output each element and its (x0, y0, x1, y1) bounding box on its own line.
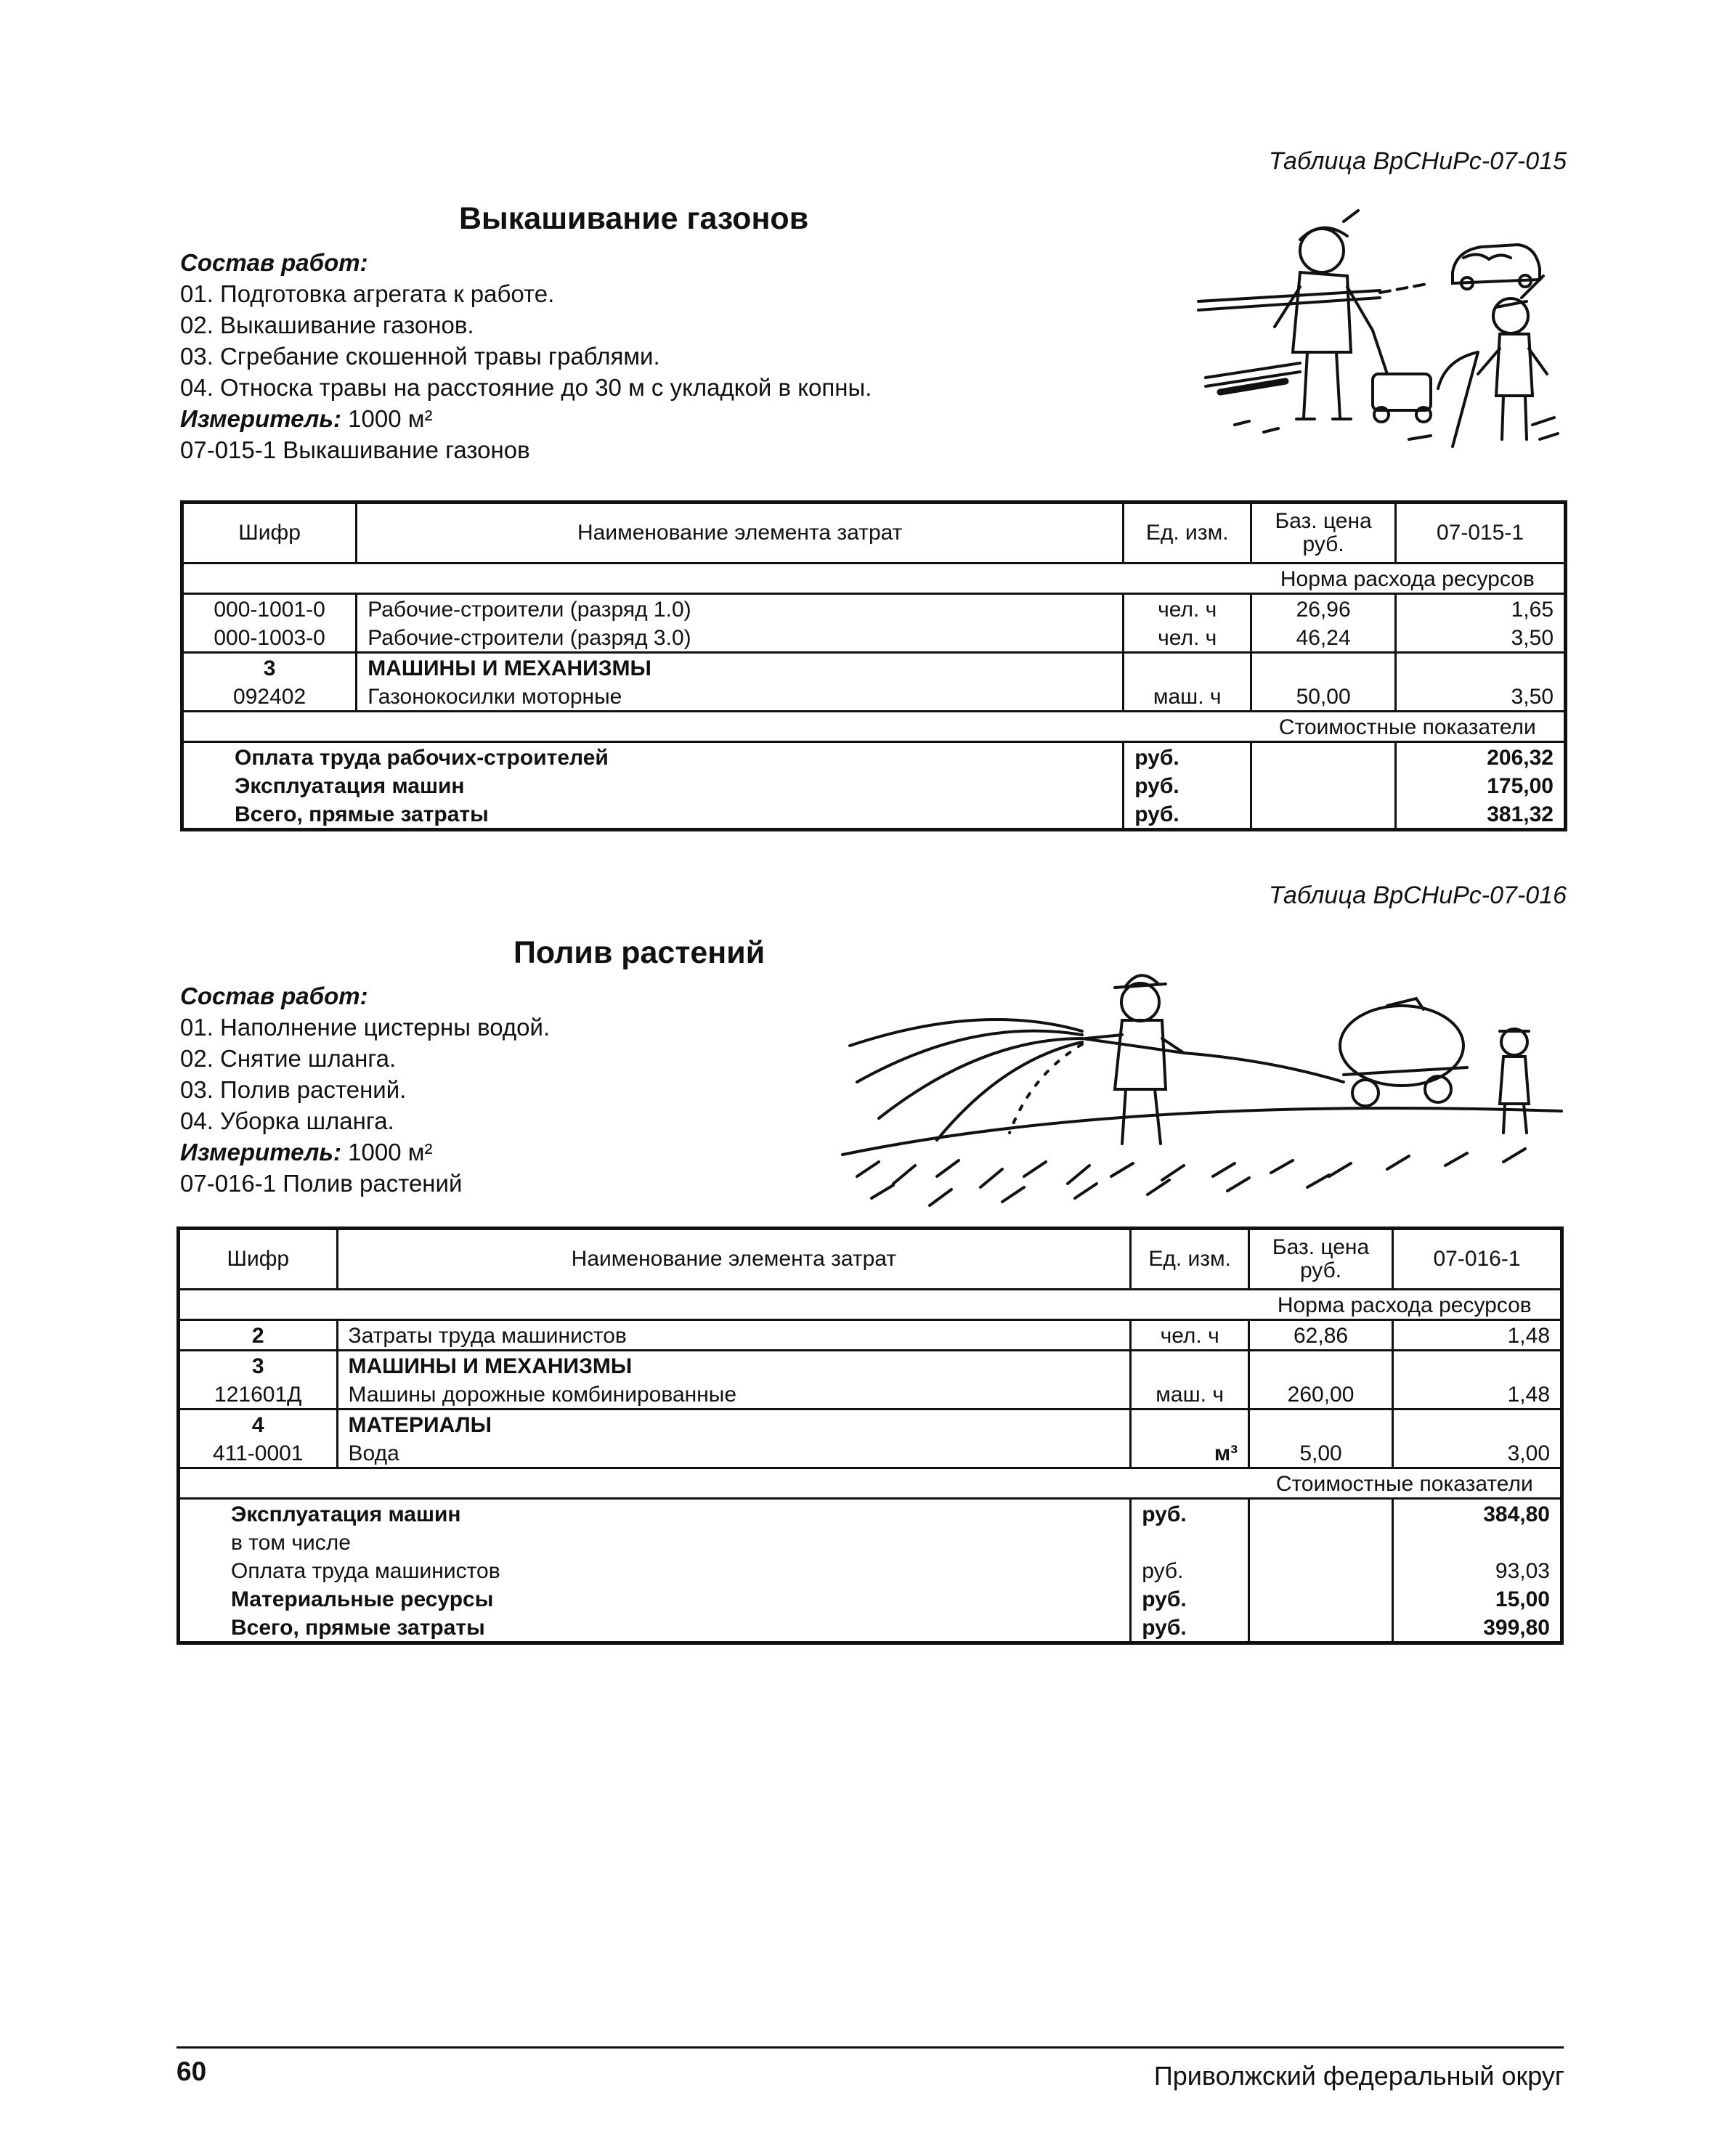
row-code: 092402 (182, 682, 357, 712)
header-norm-code: 07-015-1 (1396, 503, 1566, 564)
row-unit (1124, 653, 1251, 683)
cost-name: в том числе (179, 1528, 1131, 1556)
footer-divider (176, 2046, 1564, 2049)
row-unit: м³ (1131, 1439, 1249, 1468)
row-unit: чел. ч (1131, 1320, 1249, 1351)
table-row (182, 623, 1566, 653)
cost-row (182, 771, 1566, 800)
work-composition-2 (180, 980, 550, 1199)
row-price: 46,24 (1251, 623, 1396, 653)
resource-table-1 (180, 500, 1567, 831)
row-price (1249, 1351, 1393, 1380)
cost-row (179, 1528, 1562, 1556)
row-code: 000-1001-0 (182, 594, 357, 624)
header-code: Шифр (179, 1229, 338, 1290)
table-id-1: Таблица ВрСНиРс-07-015 (1268, 147, 1567, 175)
row-value: 1,65 (1396, 594, 1566, 624)
row-code: 3 (182, 653, 357, 683)
row-price: 5,00 (1249, 1439, 1393, 1468)
cost-name: Всего, прямые затраты (179, 1613, 1131, 1643)
cost-row (179, 1499, 1562, 1529)
composition-label: Состав работ: (180, 249, 368, 276)
cost-value: 15,00 (1393, 1585, 1562, 1613)
cost-label: Стоимостные показатели (1249, 1468, 1562, 1499)
row-name: Вода (337, 1439, 1131, 1468)
work-composition-1 (180, 247, 872, 465)
row-unit: маш. ч (1131, 1380, 1249, 1409)
cost-value: 381,32 (1396, 800, 1566, 830)
header-price: Баз. цена руб. (1249, 1229, 1393, 1290)
cost-value (1393, 1528, 1562, 1556)
header-name: Наименование элемента затрат (357, 503, 1124, 564)
cost-value: 93,03 (1393, 1556, 1562, 1585)
section-title-2: Полив растений (513, 935, 765, 970)
row-code: 121601Д (179, 1380, 338, 1409)
cost-unit: руб. (1124, 742, 1251, 772)
row-value: 3,50 (1396, 623, 1566, 653)
row-value: 1,48 (1393, 1320, 1562, 1351)
norm-label: Норма расхода ресурсов (1249, 1290, 1562, 1320)
table-row (179, 1409, 1562, 1439)
table-row (182, 682, 1566, 712)
cost-value: 206,32 (1396, 742, 1566, 772)
row-value: 1,48 (1393, 1380, 1562, 1409)
row-name: Рабочие-строители (разряд 3.0) (357, 623, 1124, 653)
row-unit: маш. ч (1124, 682, 1251, 712)
watering-illustration (835, 959, 1569, 1220)
cost-name: Материальные ресурсы (179, 1585, 1131, 1613)
row-price: 260,00 (1249, 1380, 1393, 1409)
row-value (1393, 1351, 1562, 1380)
row-name: Газонокосилки моторные (357, 682, 1124, 712)
table-row (182, 594, 1566, 624)
cost-label: Стоимостные показатели (1251, 712, 1566, 742)
cost-name: Эксплуатация машин (182, 771, 1124, 800)
cost-row (179, 1556, 1562, 1585)
row-code: 3 (179, 1351, 338, 1380)
table-row (179, 1320, 1562, 1351)
cost-row (182, 742, 1566, 772)
table-id-2: Таблица ВрСНиРс-07-016 (1268, 882, 1567, 909)
cost-unit: руб. (1131, 1556, 1249, 1585)
cost-unit: руб. (1131, 1585, 1249, 1613)
cost-value: 384,80 (1393, 1499, 1562, 1529)
cost-name: Эксплуатация машин (179, 1499, 1131, 1529)
table-row (179, 1351, 1562, 1380)
row-price: 50,00 (1251, 682, 1396, 712)
row-name: Рабочие-строители (разряд 1.0) (357, 594, 1124, 624)
row-price (1249, 1409, 1393, 1439)
cost-unit: руб. (1124, 800, 1251, 830)
work-step: 04. Относка травы на расстояние до 30 м с укладкой в копны. (180, 374, 872, 401)
row-name: Машины дорожные комбинированные (337, 1380, 1131, 1409)
table-row (179, 1439, 1562, 1468)
meter-value: 1000 м² (348, 1139, 433, 1166)
cost-unit: руб. (1131, 1499, 1249, 1529)
cost-unit: руб. (1131, 1613, 1249, 1643)
row-unit: чел. ч (1124, 623, 1251, 653)
row-code: 4 (179, 1409, 338, 1439)
row-price: 62,86 (1249, 1320, 1393, 1351)
row-code: 000-1003-0 (182, 623, 357, 653)
header-price: Баз. цена руб. (1251, 503, 1396, 564)
composition-label: Состав работ: (180, 983, 368, 1009)
row-value: 3,50 (1396, 682, 1566, 712)
lawn-mowing-illustration (1191, 207, 1569, 454)
row-value: 3,00 (1393, 1439, 1562, 1468)
row-value (1393, 1409, 1562, 1439)
row-unit (1131, 1409, 1249, 1439)
norm-label: Норма расхода ресурсов (1251, 564, 1566, 594)
work-step: 01. Подготовка агрегата к работе. (180, 280, 555, 307)
row-unit (1131, 1351, 1249, 1380)
row-price (1251, 653, 1396, 683)
work-step: 02. Снятие шланга. (180, 1045, 397, 1072)
page-number: 60 (176, 2057, 207, 2086)
row-code: 2 (179, 1320, 338, 1351)
resource-table-2 (176, 1227, 1564, 1645)
code-line: 07-015-1 Выкашивание газонов (180, 436, 530, 463)
work-step: 02. Выкашивание газонов. (180, 312, 474, 338)
cost-value: 175,00 (1396, 771, 1566, 800)
cost-unit (1131, 1528, 1249, 1556)
row-unit: чел. ч (1124, 594, 1251, 624)
header-unit: Ед. изм. (1124, 503, 1251, 564)
work-step: 03. Полив растений. (180, 1076, 407, 1103)
meter-label: Измеритель: (180, 405, 341, 432)
cost-unit: руб. (1124, 771, 1251, 800)
work-step: 03. Сгребание скошенной травы граблями. (180, 343, 660, 370)
cost-row (179, 1613, 1562, 1643)
cost-row (179, 1585, 1562, 1613)
row-name: МАШИНЫ И МЕХАНИЗМЫ (337, 1351, 1131, 1380)
row-price: 26,96 (1251, 594, 1396, 624)
code-line: 07-016-1 Полив растений (180, 1170, 463, 1197)
header-code: Шифр (182, 503, 357, 564)
section-title-1: Выкашивание газонов (459, 201, 809, 236)
work-step: 04. Уборка шланга. (180, 1107, 394, 1134)
row-name: МАТЕРИАЛЫ (337, 1409, 1131, 1439)
cost-row (182, 800, 1566, 830)
cost-name: Оплата труда машинистов (179, 1556, 1131, 1585)
footer-region: Приволжский федеральный округ (1153, 2061, 1564, 2091)
cost-name: Оплата труда рабочих-строителей (182, 742, 1124, 772)
header-unit: Ед. изм. (1131, 1229, 1249, 1290)
meter-label: Измеритель: (180, 1139, 341, 1166)
row-name: МАШИНЫ И МЕХАНИЗМЫ (357, 653, 1124, 683)
row-value (1396, 653, 1566, 683)
table-row (179, 1380, 1562, 1409)
row-code: 411-0001 (179, 1439, 338, 1468)
header-norm-code: 07-016-1 (1393, 1229, 1562, 1290)
header-name: Наименование элемента затрат (337, 1229, 1131, 1290)
table-row (182, 653, 1566, 683)
row-name: Затраты труда машинистов (337, 1320, 1131, 1351)
cost-name: Всего, прямые затраты (182, 800, 1124, 830)
work-step: 01. Наполнение цистерны водой. (180, 1014, 551, 1041)
meter-value: 1000 м² (348, 405, 433, 432)
cost-value: 399,80 (1393, 1613, 1562, 1643)
